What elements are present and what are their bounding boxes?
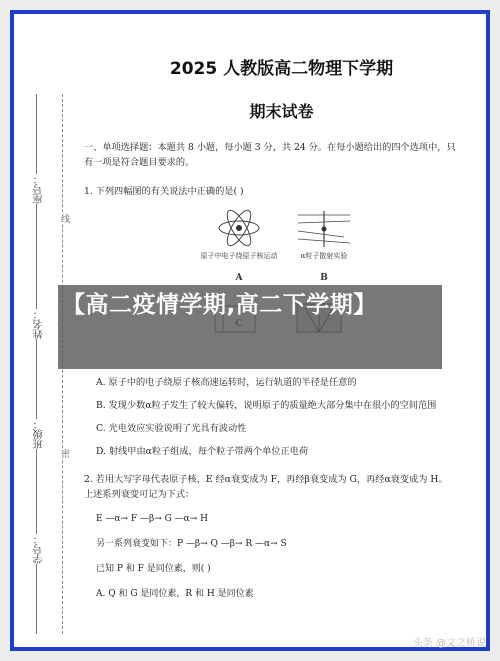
figure-a	[199, 207, 279, 283]
q1-stem: 1. 下列四幅图的有关说法中正确的是( )	[84, 186, 244, 197]
binding-field-name: 姓名：	[34, 309, 45, 339]
paper-title: 2025 人教版高二物理下学期	[169, 59, 394, 79]
paper-subtitle: 期末试卷	[249, 102, 314, 121]
atom-diagram-icon	[216, 207, 262, 249]
q2-stem-line2: 上述系列衰变可记为下式：	[84, 489, 195, 500]
q1-option-d: D. 射线甲由α粒子组成，每个粒子带两个单位正电荷	[96, 446, 309, 457]
binding-mark-mi: 密	[59, 449, 69, 458]
figure-b-letter: B	[320, 273, 328, 283]
q2-chain2-formula: P —β→ Q —β→ R —α→ S	[177, 539, 287, 549]
title-banner-text: 【高二疫情学期,高二下学期】	[62, 292, 377, 318]
binding-field-student-id: 学号：	[34, 534, 45, 564]
alpha-scattering-diagram-icon	[294, 207, 354, 249]
binding-field-class: 班级：	[34, 419, 45, 449]
figure-b	[279, 207, 369, 283]
q2-option-a: A. Q 和 G 是同位素，R 和 H 是同位素	[96, 589, 254, 599]
source-credit: 头条 @文之桥说	[412, 638, 486, 649]
q2-decay-chain-2	[96, 536, 479, 549]
section1-intro-line1: 一、单项选择题：本题共 8 小题，每小题 3 分，共 24 分。在每小题给出的四个选项中，只	[84, 142, 456, 153]
q1-option-b: B. 发现少数α粒子发生了较大偏转，说明原子的质量绝大部分集中在很小的空间范围	[96, 400, 437, 411]
q2-stem-line1: 2. 若用大写字母代表原子核，E 经α衰变成为 F，再经β衰变成为 G，再经α衰变成为 H。	[84, 474, 448, 485]
q2-chain2-prefix: 另一系列衰变如下：	[96, 539, 178, 549]
figure-a-caption: 原子中电子绕原子核运动	[200, 252, 278, 260]
q1-option-a: A. 原子中的电子绕原子核高速运转时，运行轨道的半径是任意的	[96, 377, 357, 388]
paper-content-lower	[84, 374, 479, 599]
figure-b-caption: α粒子散射实验	[300, 252, 348, 260]
figure-a-letter: A	[235, 273, 243, 283]
q2-decay-chain-1: E —α→ F —β→ G —α→ H	[96, 514, 208, 524]
q2-known: 已知 P 和 F 是同位素，则( )	[96, 564, 211, 574]
section1-intro-line2: 有一项是符合题目要求的。	[84, 157, 195, 168]
binding-mark-xian: 线	[59, 214, 69, 223]
binding-field-seat: 座号：	[34, 174, 45, 204]
q1-option-c: C. 光电效应实验说明了光具有波动性	[96, 423, 247, 434]
